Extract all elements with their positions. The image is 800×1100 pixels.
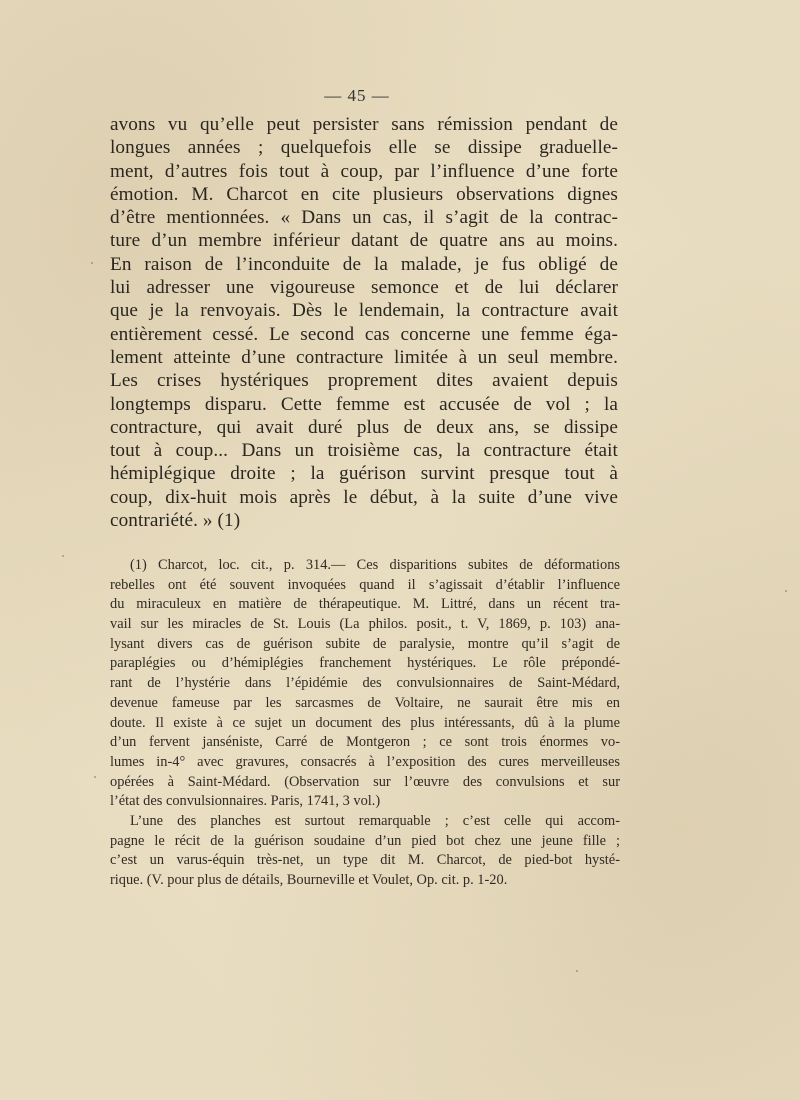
footnote-line: lysant divers cas de guérison subite de paralysie, montre qu’il s’agit de: [110, 635, 620, 652]
main-paragraph: [110, 113, 618, 532]
body-line: tout à coup... Dans un troisième cas, la contracture était: [110, 440, 618, 462]
paper-speck: [91, 262, 93, 264]
footnote-line: opérées à Saint-Médard. (Observation sur l’œuvre des convulsions et sur: [110, 773, 620, 790]
footnote-line: (1) Charcot, loc. cit., p. 314.— Ces disparitions subites de déformations: [130, 557, 620, 573]
body-line: ment, d’autres fois tout à coup, par l’influence d’une forte: [110, 160, 618, 182]
footnote-line: d’un fervent janséniste, Carré de Montgeron ; ce sont trois énormes vo-: [110, 734, 620, 751]
body-line: hémiplégique droite ; la guérison survint presque tout à: [110, 463, 618, 485]
footnote-line: rant de l’hystérie dans l’épidémie des convulsionnaires de Saint-Médard,: [110, 675, 620, 692]
paper-speck: [62, 555, 64, 557]
body-line: longtemps disparu. Cette femme est accusée de vol ; la: [110, 393, 618, 415]
paper-speck: [94, 776, 96, 778]
footnote-line: paraplégies ou d’hémiplégies franchement hystériques. Le rôle prépondé-: [110, 655, 620, 672]
footnote-line: vail sur les miracles de St. Louis (La philos. posit., t. V, 1869, p. 103) ana-: [110, 616, 620, 633]
footnote: [110, 556, 620, 891]
body-line: coup, dix-huit mois après le début, à la suite d’une vive: [110, 486, 618, 508]
footnote-line: devenue fameuse par les sarcasmes de Voltaire, ne saurait être mis en: [110, 694, 620, 711]
body-line: Les crises hystériques proprement dites avaient depuis: [110, 370, 618, 392]
footnote-line: L’une des planches est surtout remarquable ; c’est celle qui accom-: [130, 812, 620, 829]
paper-speck: [576, 970, 578, 972]
body-line: contrariété. » (1): [110, 510, 241, 532]
body-line: lui adresser une vigoureuse semonce et de lui déclarer: [110, 277, 618, 299]
footnote-line: rebelles ont été souvent invoquées quand il s’agissait d’établir l’influence: [110, 576, 620, 593]
footnote-line: lumes in-4° avec gravures, consacrés à l’exposition des cures merveilleuses: [110, 753, 620, 770]
footnote-line: rique. (V. pour plus de détails, Bourneville et Voulet, Op. cit. p. 1-20.: [110, 872, 508, 888]
footnote-line: du miraculeux en matière de thérapeutique. M. Littré, dans un récent tra-: [110, 596, 620, 613]
body-line: longues années ; quelquefois elle se dissipe graduelle-: [110, 137, 618, 159]
body-line: ture d’un membre inférieur datant de quatre ans au moins.: [110, 230, 618, 252]
body-line: lement atteinte d’une contracture limitée à un seul membre.: [110, 346, 618, 368]
body-line: avons vu qu’elle peut persister sans rémission pendant de: [110, 114, 618, 135]
paper-speck: [785, 590, 787, 592]
footnote-line: doute. Il existe à ce sujet un document des plus intéressants, dû à la plume: [110, 714, 620, 731]
footnote-line: c’est un varus-équin très-net, un type dit M. Charcot, de pied-bot hysté-: [110, 852, 620, 869]
body-line: d’être mentionnées. « Dans un cas, il s’agit de la contrac-: [110, 207, 618, 229]
body-line: contracture, qui avait duré plus de deux ans, se dissipe: [110, 416, 618, 438]
page-number: — 45 —: [324, 86, 390, 105]
body-line: que je la renvoyais. Dès le lendemain, la contracture avait: [110, 300, 618, 322]
footnote-line: pagne le récit de la guérison soudaine d’un pied bot chez une jeune fille ;: [110, 832, 620, 849]
footnote-line: l’état des convulsionnaires. Paris, 1741, 3 vol.): [110, 793, 381, 810]
body-line: entièrement cessé. Le second cas concerne une femme éga-: [110, 323, 618, 345]
body-line: En raison de l’inconduite de la malade, je fus obligé de: [110, 253, 618, 275]
body-line: émotion. M. Charcot en cite plusieurs observations dignes: [110, 183, 618, 205]
